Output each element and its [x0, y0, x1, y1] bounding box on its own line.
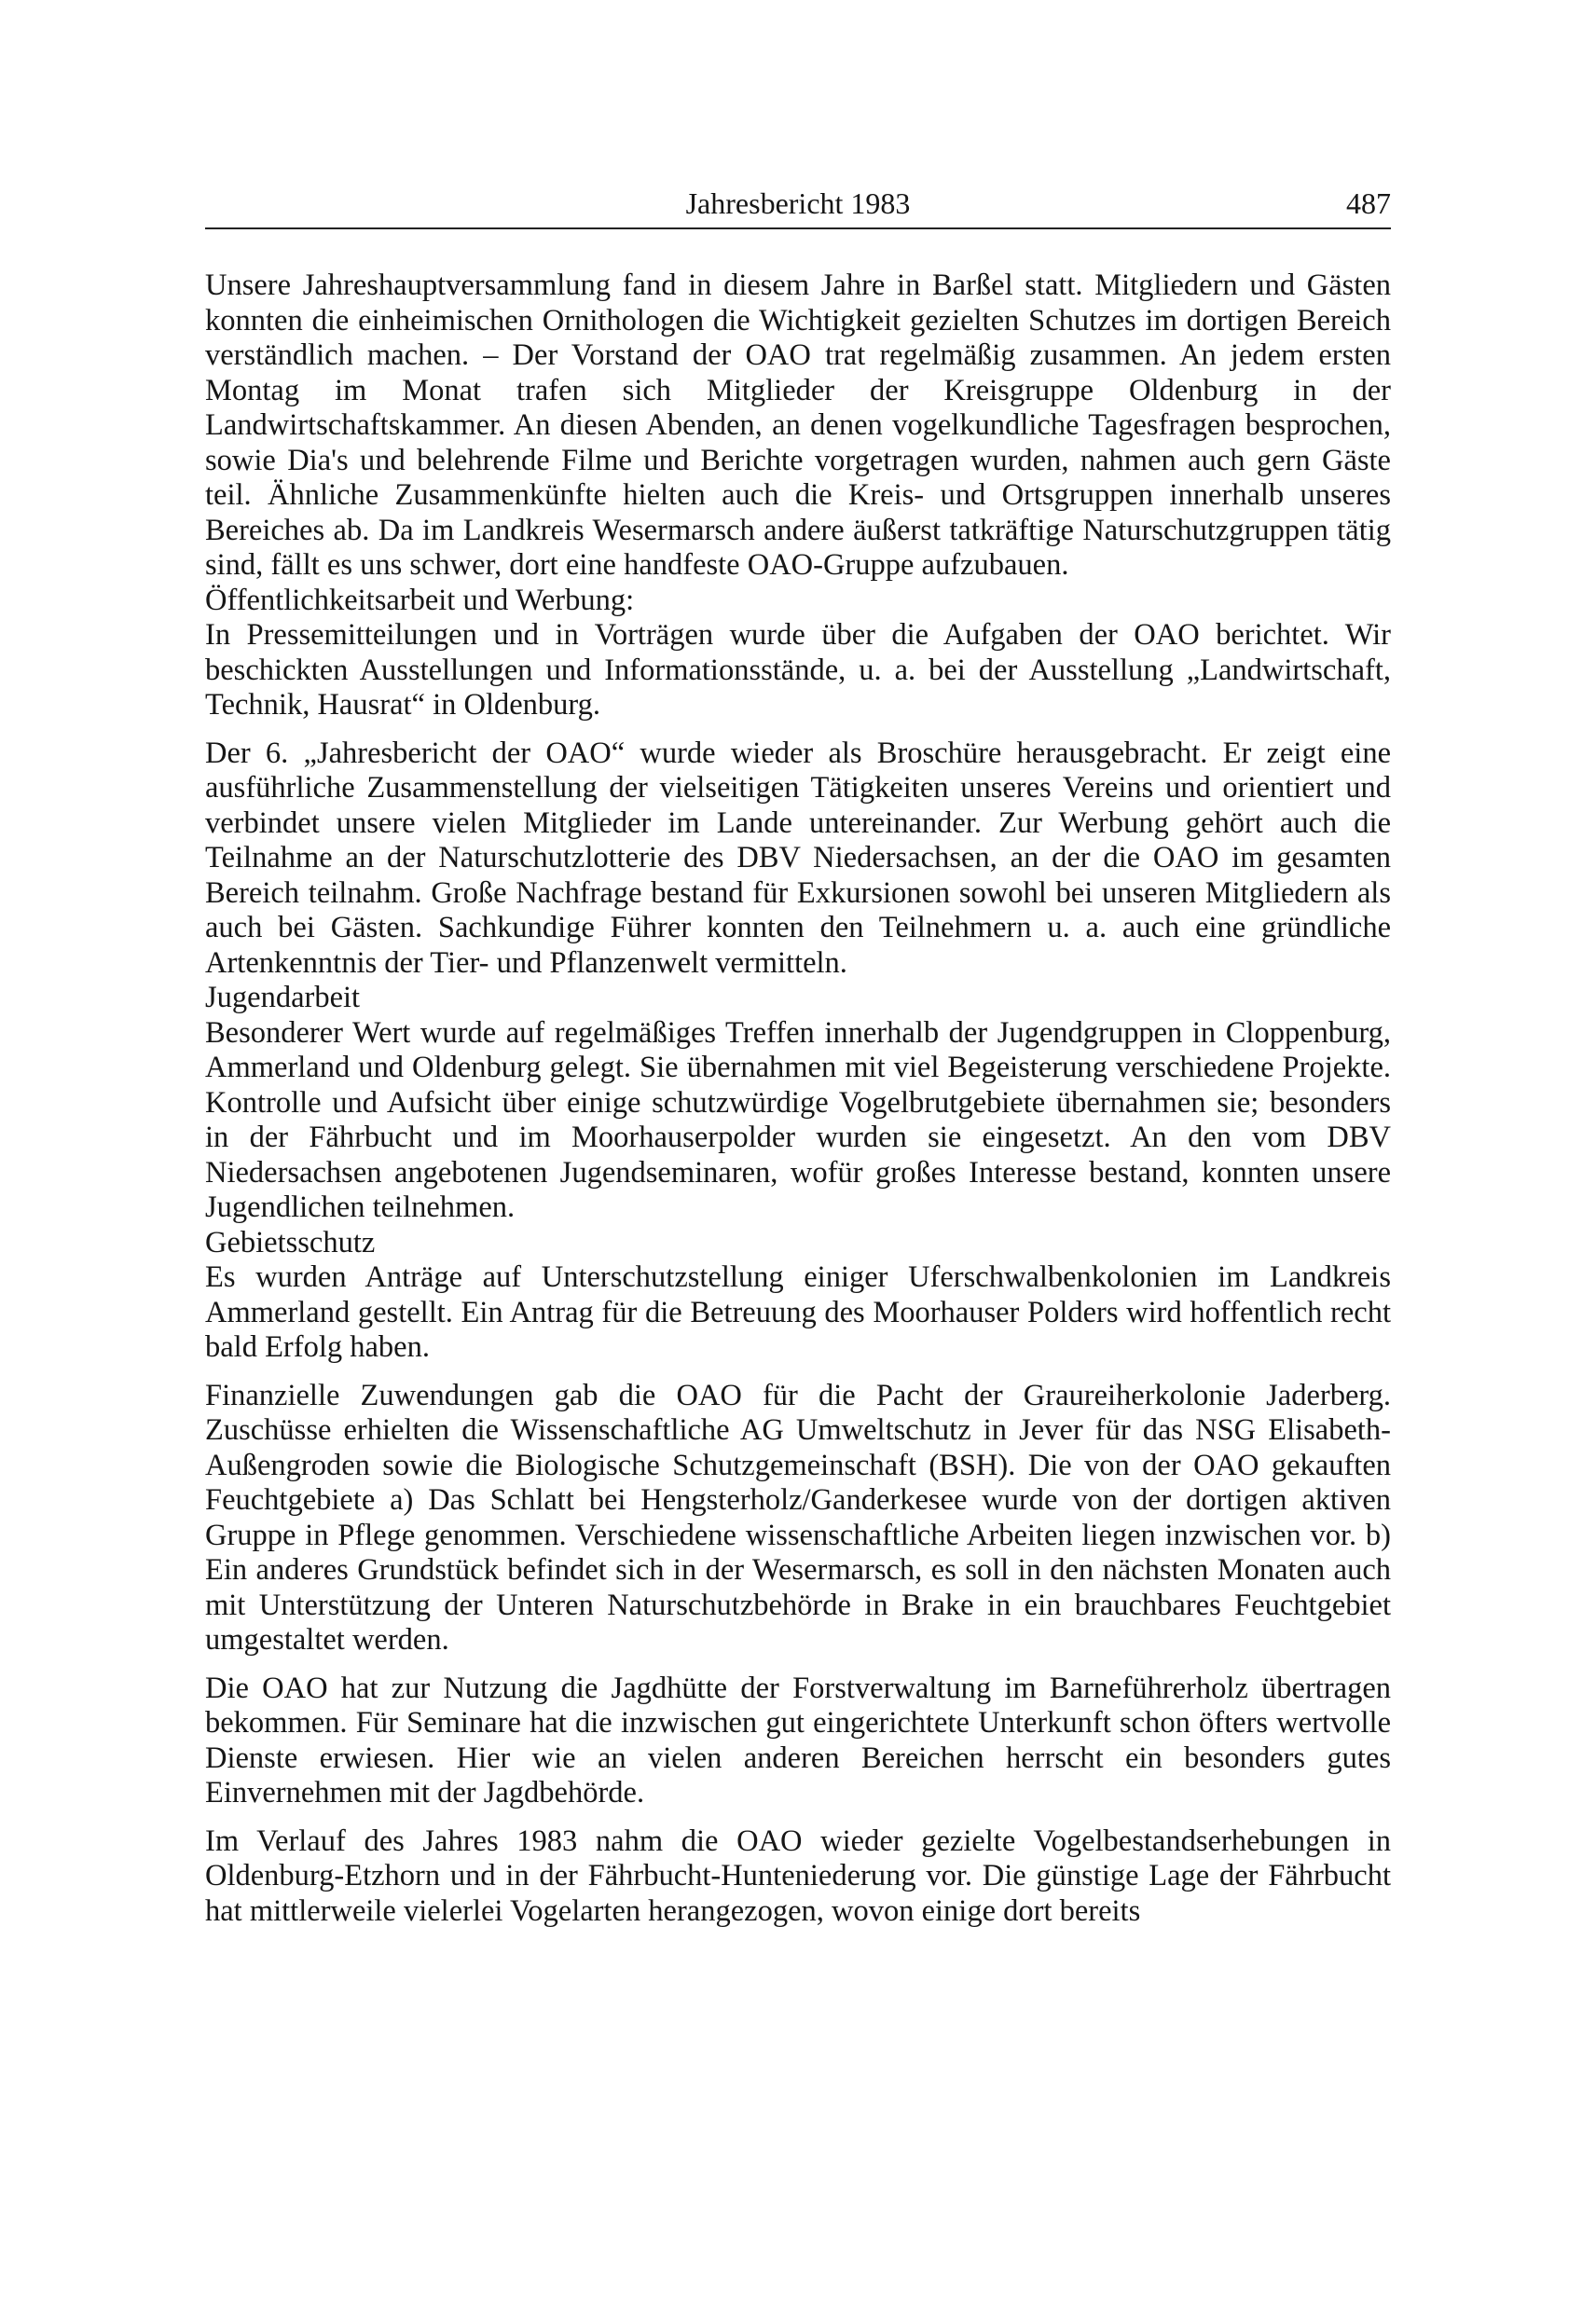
section-heading-gebietsschutz: Gebietsschutz: [205, 1225, 376, 1259]
running-header: [205, 183, 1391, 229]
paragraph-jahresbericht: Der 6. „Jahresbericht der OAO“ wurde wieder als Broschüre herausgebracht. Er zeigt eine ausführliche Zusammenstellung der vielseitigen Tätigkeiten unseres Vereins und orientiert und verbindet unsere vielen Mitglieder im Lande untereinander. Zur Werbung gehört auch die Teilnahme an der Naturschutzlotterie des DBV Niedersachsen, an der die OAO im gesamten Bereich teilnahm. Große Nachfrage bestand für Exkursionen sowohl bei unseren Mitgliedern als auch bei Gästen. Sachkundige Führer konnten den Teilnehmern u. a. auch eine gründliche Artenkenntnis der Tier- und Pflanzenwelt vermitteln.: [205, 736, 1391, 980]
document-body: [205, 268, 1391, 1929]
header-title: Jahresbericht 1983: [685, 186, 911, 220]
paragraph-intro: Unsere Jahreshauptversammlung fand in diesem Jahre in Barßel statt. Mitgliedern und Gästen konnten die einheimischen Ornithologen die Wichtigkeit gezielten Schutzes im dortigen Bereich verständlich machen. – Der Vorstand der OAO trat regelmäßig zusammen. An jedem ersten Montag im Monat trafen sich Mitglieder der Kreisgruppe Oldenburg in der Landwirtschaftskammer. An diesen Abenden, an denen vogelkundliche Tagesfragen besprochen, sowie Dia's und belehrende Filme und Berichte vorgetragen wurden, nahmen auch gern Gäste teil. Ähnliche Zusammenkünfte hielten auch die Kreis- und Ortsgruppen innerhalb unseres Bereiches ab. Da im Landkreis Wesermarsch andere äußerst tatkräftige Naturschutzgruppen tätig sind, fällt es uns schwer, dort eine handfeste OAO-Gruppe aufzubauen.: [205, 268, 1391, 582]
page-number: 487: [1346, 186, 1391, 220]
paragraph-jugendarbeit: Besonderer Wert wurde auf regelmäßiges Treffen innerhalb der Jugendgruppen in Cloppenburg, Ammerland und Oldenburg gelegt. Sie übernahmen mit viel Begeisterung verschiedene Projekte. Kontrolle und Aufsicht über einige schutzwürdige Vogelbrutgebiete übernahmen sie; besonders in der Fährbucht und im Moorhauserpolder wurden sie eingesetzt. An den vom DBV Niedersachsen angebotenen Jugendseminaren, wofür großes Interesse bestand, konnten unsere Jugendlichen teilnehmen.: [205, 1015, 1391, 1224]
paragraph-zuwendungen: Finanzielle Zuwendungen gab die OAO für die Pacht der Graureiherkolonie Jaderberg. Zuschüsse erhielten die Wissenschaftliche AG Umweltschutz in Jever für das NSG Elisabeth-Außengroden sowie die Biologische Schutzgemeinschaft (BSH). Die von der OAO gekauften Feuchtgebiete a) Das Schlatt bei Hengsterholz/Ganderkesee wurde von der dortigen aktiven Gruppe in Pflege genommen. Verschiedene wissenschaftliche Arbeiten liegen inzwischen vor. b) Ein anderes Grundstück befindet sich in der Wesermarsch, es soll in den nächsten Monaten auch mit Unterstützung der Unteren Naturschutzbehörde in Brake in ein brauchbares Feuchtgebiet umgestaltet werden.: [205, 1378, 1391, 1657]
paragraph-pressemitteilungen: In Pressemitteilungen und in Vorträgen wurde über die Aufgaben der OAO berichtet. Wir beschickten Ausstellungen und Informationsstände, u. a. bei der Ausstellung „Landwirtschaft, Technik, Hausrat“ in Oldenburg.: [205, 618, 1391, 722]
paragraph-antraege: Es wurden Anträge auf Unterschutzstellung einiger Uferschwalbenkolonien im Landkreis Ammerland gestellt. Ein Antrag für die Betreuung des Moorhauser Polders wird hoffentlich recht bald Erfolg haben.: [205, 1260, 1391, 1364]
paragraph-jagdhuette: Die OAO hat zur Nutzung die Jagdhütte der Forstverwaltung im Barneführerholz übertragen bekommen. Für Seminare hat die inzwischen gut eingerichtete Unterkunft schon öfters wertvolle Dienste erwiesen. Hier wie an vielen anderen Bereichen herrscht ein besonders gutes Einvernehmen mit der Jagdbehörde.: [205, 1671, 1391, 1810]
paragraph-vogelbestand: Im Verlauf des Jahres 1983 nahm die OAO wieder gezielte Vogelbestandserhebungen in Oldenburg-Etzhorn und in der Fährbucht-Hunteniederung vor. Die günstige Lage der Fährbucht hat mittlerweile vielerlei Vogelarten herangezogen, wovon einige dort bereits: [205, 1823, 1391, 1928]
section-heading-oeffentlichkeitsarbeit: Öffentlichkeitsarbeit und Werbung:: [205, 583, 635, 617]
document-page: [205, 183, 1391, 1929]
section-heading-jugendarbeit: Jugendarbeit: [205, 981, 361, 1014]
